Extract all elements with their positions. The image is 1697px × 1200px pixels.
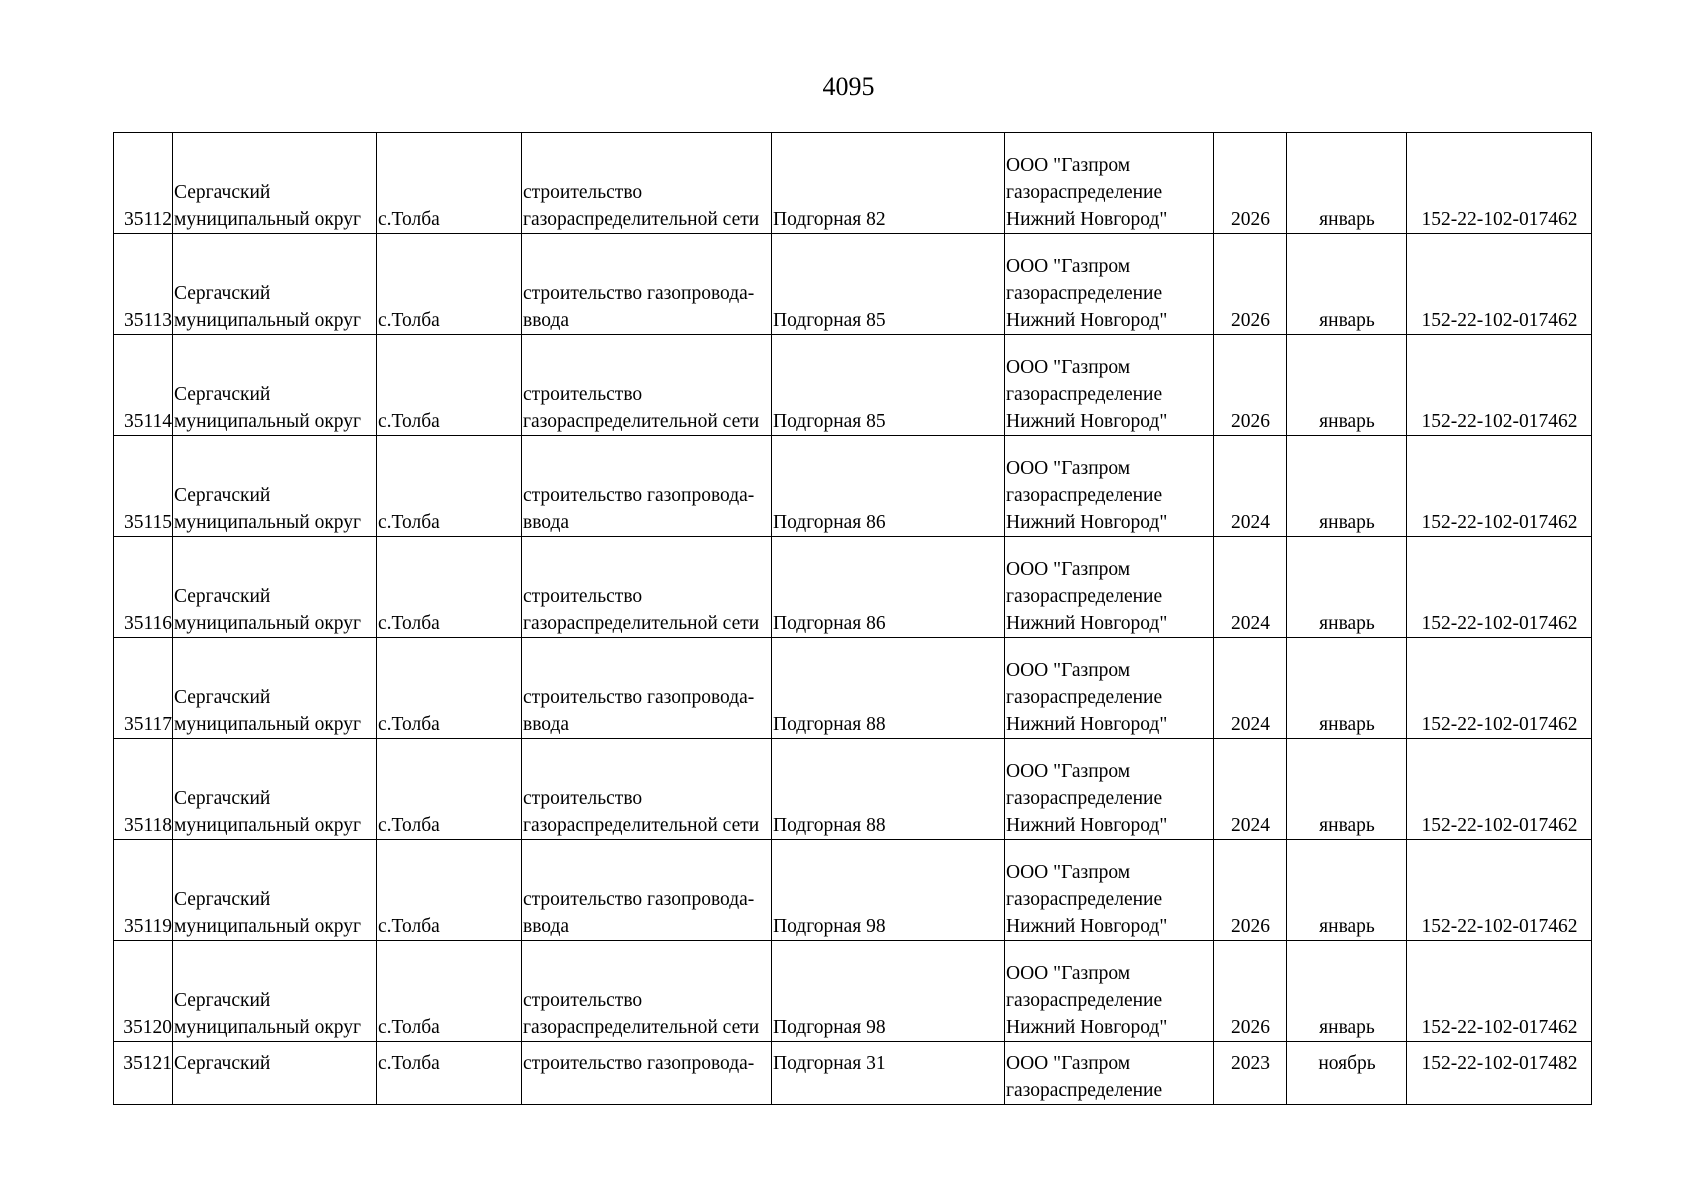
row-number-text: 35114: [123, 411, 172, 432]
district-cell-line: Сергачский: [174, 283, 271, 304]
month-cell: [1287, 840, 1407, 941]
work-type-cell: [522, 840, 772, 941]
address-cell: [772, 941, 1005, 1042]
district-cell-line: Сергачский: [174, 788, 271, 809]
work-type-cell-line: строительство газопровода-: [523, 889, 755, 910]
district-cell-line: муниципальный округ: [174, 613, 362, 634]
year-cell: [1214, 739, 1287, 840]
district-cell-line: Сергачский: [174, 1053, 271, 1074]
organization-cell-line: газораспределение: [1006, 586, 1163, 607]
year-cell-text: 2026: [1231, 1017, 1270, 1038]
district-cell: [173, 941, 377, 1042]
work-type-cell: [522, 436, 772, 537]
organization-cell-line: газораспределение: [1006, 889, 1163, 910]
table-row: [114, 133, 1592, 234]
organization-cell-line: Нижний Новгород": [1006, 512, 1168, 533]
address-cell-text: Подгорная 88: [773, 815, 886, 836]
year-cell-text: 2024: [1231, 512, 1270, 533]
locality-cell-text: с.Толба: [378, 411, 440, 432]
table-row: [114, 1042, 1592, 1105]
row-number-text: 35117: [123, 714, 172, 735]
month-cell: [1287, 739, 1407, 840]
district-cell: [173, 537, 377, 638]
year-cell-text: 2024: [1231, 613, 1270, 634]
district-cell-line: Сергачский: [174, 485, 271, 506]
registration-id-cell: [1407, 638, 1592, 739]
table-row: [114, 739, 1592, 840]
organization-cell-line: ООО "Газпром: [1006, 1053, 1131, 1074]
row-number-text: 35116: [123, 613, 172, 634]
table-body: [114, 133, 1592, 1105]
row-number: [114, 941, 173, 1042]
district-cell: [173, 638, 377, 739]
month-cell: [1287, 537, 1407, 638]
work-type-cell-line: строительство: [523, 384, 643, 405]
registration-id-cell: [1407, 840, 1592, 941]
district-cell-line: муниципальный округ: [174, 512, 362, 533]
month-cell-text: январь: [1319, 512, 1375, 533]
district-cell-line: муниципальный округ: [174, 815, 362, 836]
district-cell: [173, 739, 377, 840]
work-type-cell: [522, 335, 772, 436]
organization-cell-line: Нижний Новгород": [1006, 613, 1168, 634]
organization-cell-line: Нижний Новгород": [1006, 714, 1168, 735]
registration-id-cell-text: 152-22-102-017462: [1421, 310, 1578, 331]
year-cell: [1214, 436, 1287, 537]
locality-cell: [377, 537, 522, 638]
table-row: [114, 335, 1592, 436]
organization-cell-line: Нижний Новгород": [1006, 1017, 1168, 1038]
year-cell: [1214, 234, 1287, 335]
work-type-cell: [522, 234, 772, 335]
organization-cell-line: газораспределение: [1006, 687, 1163, 708]
organization-cell: [1005, 739, 1214, 840]
table-row: [114, 537, 1592, 638]
month-cell-text: январь: [1319, 815, 1375, 836]
locality-cell-text: с.Толба: [378, 1053, 440, 1074]
locality-cell-text: с.Толба: [378, 916, 440, 937]
year-cell: [1214, 537, 1287, 638]
address-cell-text: Подгорная 85: [773, 310, 886, 331]
locality-cell: [377, 234, 522, 335]
locality-cell: [377, 739, 522, 840]
district-cell-line: Сергачский: [174, 990, 271, 1011]
year-cell: [1214, 840, 1287, 941]
registration-id-cell-text: 152-22-102-017462: [1421, 411, 1578, 432]
month-cell: [1287, 335, 1407, 436]
year-cell: [1214, 638, 1287, 739]
month-cell-text: ноябрь: [1318, 1053, 1376, 1074]
month-cell-text: январь: [1319, 209, 1375, 230]
district-cell: [173, 335, 377, 436]
organization-cell-line: Нижний Новгород": [1006, 209, 1168, 230]
year-cell-text: 2026: [1231, 209, 1270, 230]
locality-cell-text: с.Толба: [378, 714, 440, 735]
month-cell: [1287, 638, 1407, 739]
year-cell-text: 2026: [1231, 411, 1270, 432]
row-number-text: 35112: [123, 209, 172, 230]
district-cell-line: Сергачский: [174, 182, 271, 203]
district-cell: [173, 840, 377, 941]
district-cell: [173, 1042, 377, 1105]
district-cell-line: муниципальный округ: [174, 1017, 362, 1038]
row-number-text: 35113: [123, 310, 172, 331]
organization-cell-line: Нижний Новгород": [1006, 310, 1168, 331]
organization-cell-line: ООО "Газпром: [1006, 256, 1131, 277]
locality-cell-text: с.Толба: [378, 613, 440, 634]
work-type-cell-line: ввода: [523, 512, 570, 533]
registration-id-cell: [1407, 941, 1592, 1042]
page-number: 4095: [822, 72, 875, 101]
registration-id-cell-text: 152-22-102-017462: [1421, 714, 1578, 735]
locality-cell: [377, 840, 522, 941]
organization-cell-line: ООО "Газпром: [1006, 862, 1131, 883]
registration-id-cell-text: 152-22-102-017462: [1421, 1017, 1578, 1038]
table-row: [114, 638, 1592, 739]
registry-table: [113, 132, 1592, 1105]
work-type-cell-line: газораспределительной сети: [523, 209, 760, 230]
locality-cell: [377, 941, 522, 1042]
registration-id-cell-text: 152-22-102-017462: [1421, 613, 1578, 634]
work-type-cell-line: ввода: [523, 714, 570, 735]
organization-cell-line: газораспределение: [1006, 990, 1163, 1011]
registration-id-cell: [1407, 335, 1592, 436]
organization-cell: [1005, 1042, 1214, 1105]
address-cell: [772, 234, 1005, 335]
year-cell: [1214, 335, 1287, 436]
locality-cell: [377, 1042, 522, 1105]
registration-id-cell: [1407, 1042, 1592, 1105]
organization-cell-line: газораспределение: [1006, 485, 1163, 506]
work-type-cell-line: ввода: [523, 916, 570, 937]
month-cell-text: январь: [1319, 916, 1375, 937]
row-number: [114, 840, 173, 941]
work-type-cell-line: строительство: [523, 990, 643, 1011]
address-cell-text: Подгорная 31: [773, 1053, 886, 1074]
address-cell: [772, 840, 1005, 941]
district-cell-line: муниципальный округ: [174, 916, 362, 937]
address-cell-text: Подгорная 82: [773, 209, 886, 230]
locality-cell-text: с.Толба: [378, 512, 440, 533]
organization-cell: [1005, 537, 1214, 638]
work-type-cell: [522, 941, 772, 1042]
work-type-cell-line: строительство газопровода-: [523, 1053, 755, 1074]
address-cell: [772, 436, 1005, 537]
district-cell-line: муниципальный округ: [174, 310, 362, 331]
row-number-text: 35118: [123, 815, 172, 836]
district-cell: [173, 436, 377, 537]
work-type-cell-line: строительство газопровода-: [523, 485, 755, 506]
address-cell: [772, 739, 1005, 840]
organization-cell-line: ООО "Газпром: [1006, 559, 1131, 580]
work-type-cell: [522, 638, 772, 739]
district-cell-line: Сергачский: [174, 384, 271, 405]
locality-cell-text: с.Толба: [378, 815, 440, 836]
registration-id-cell-text: 152-22-102-017462: [1421, 209, 1578, 230]
registration-id-cell-text: 152-22-102-017462: [1421, 815, 1578, 836]
row-number: [114, 133, 173, 234]
address-cell: [772, 638, 1005, 739]
row-number-text: 35119: [123, 916, 172, 937]
table-row: [114, 840, 1592, 941]
year-cell: [1214, 1042, 1287, 1105]
work-type-cell-line: газораспределительной сети: [523, 613, 760, 634]
year-cell: [1214, 133, 1287, 234]
table-row: [114, 234, 1592, 335]
organization-cell-line: ООО "Газпром: [1006, 458, 1131, 479]
month-cell-text: январь: [1319, 310, 1375, 331]
address-cell: [772, 537, 1005, 638]
row-number: [114, 537, 173, 638]
address-cell-text: Подгорная 98: [773, 916, 886, 937]
month-cell-text: январь: [1319, 613, 1375, 634]
row-number: [114, 234, 173, 335]
year-cell-text: 2026: [1231, 310, 1270, 331]
district-cell: [173, 133, 377, 234]
work-type-cell: [522, 739, 772, 840]
work-type-cell-line: ввода: [523, 310, 570, 331]
year-cell: [1214, 941, 1287, 1042]
locality-cell-text: с.Толба: [378, 209, 440, 230]
month-cell: [1287, 234, 1407, 335]
work-type-cell: [522, 1042, 772, 1105]
organization-cell-line: Нижний Новгород": [1006, 815, 1168, 836]
work-type-cell: [522, 133, 772, 234]
registration-id-cell-text: 152-22-102-017462: [1421, 916, 1578, 937]
work-type-cell-line: строительство: [523, 788, 643, 809]
row-number-text: 35115: [123, 512, 172, 533]
locality-cell-text: с.Толба: [378, 1017, 440, 1038]
row-number: [114, 739, 173, 840]
district-cell: [173, 234, 377, 335]
organization-cell-line: газораспределение: [1006, 1080, 1163, 1101]
organization-cell: [1005, 638, 1214, 739]
year-cell-text: 2024: [1231, 815, 1270, 836]
address-cell-text: Подгорная 85: [773, 411, 886, 432]
organization-cell-line: ООО "Газпром: [1006, 660, 1131, 681]
locality-cell: [377, 638, 522, 739]
organization-cell-line: ООО "Газпром: [1006, 963, 1131, 984]
address-cell: [772, 335, 1005, 436]
organization-cell-line: ООО "Газпром: [1006, 761, 1131, 782]
year-cell-text: 2024: [1231, 714, 1270, 735]
locality-cell-text: с.Толба: [378, 310, 440, 331]
organization-cell: [1005, 436, 1214, 537]
work-type-cell-line: газораспределительной сети: [523, 815, 760, 836]
address-cell-text: Подгорная 86: [773, 512, 886, 533]
organization-cell-line: ООО "Газпром: [1006, 155, 1131, 176]
registration-id-cell: [1407, 234, 1592, 335]
work-type-cell-line: газораспределительной сети: [523, 411, 760, 432]
address-cell: [772, 1042, 1005, 1105]
organization-cell-line: газораспределение: [1006, 384, 1163, 405]
year-cell-text: 2026: [1231, 916, 1270, 937]
locality-cell: [377, 133, 522, 234]
table-row: [114, 941, 1592, 1042]
work-type-cell-line: газораспределительной сети: [523, 1017, 760, 1038]
registration-id-cell: [1407, 436, 1592, 537]
registration-id-cell-text: 152-22-102-017462: [1421, 512, 1578, 533]
month-cell: [1287, 133, 1407, 234]
organization-cell-line: ООО "Газпром: [1006, 357, 1131, 378]
month-cell-text: январь: [1319, 411, 1375, 432]
address-cell-text: Подгорная 86: [773, 613, 886, 634]
row-number: [114, 436, 173, 537]
work-type-cell-line: строительство газопровода-: [523, 283, 755, 304]
row-number: [114, 335, 173, 436]
organization-cell-line: газораспределение: [1006, 182, 1163, 203]
district-cell-line: Сергачский: [174, 687, 271, 708]
month-cell: [1287, 436, 1407, 537]
district-cell-line: муниципальный округ: [174, 209, 362, 230]
month-cell-text: январь: [1319, 714, 1375, 735]
work-type-cell-line: строительство: [523, 182, 643, 203]
organization-cell: [1005, 234, 1214, 335]
organization-cell-line: Нижний Новгород": [1006, 411, 1168, 432]
work-type-cell: [522, 537, 772, 638]
address-cell: [772, 133, 1005, 234]
organization-cell-line: газораспределение: [1006, 283, 1163, 304]
row-number-text: 35120: [123, 1017, 172, 1038]
locality-cell: [377, 335, 522, 436]
table-row: [114, 436, 1592, 537]
organization-cell: [1005, 840, 1214, 941]
organization-cell-line: Нижний Новгород": [1006, 916, 1168, 937]
year-cell-text: 2023: [1231, 1053, 1270, 1074]
district-cell-line: Сергачский: [174, 586, 271, 607]
registration-id-cell: [1407, 739, 1592, 840]
registration-id-cell: [1407, 537, 1592, 638]
registration-id-cell-text: 152-22-102-017482: [1421, 1053, 1578, 1074]
address-cell-text: Подгорная 88: [773, 714, 886, 735]
district-cell-line: Сергачский: [174, 889, 271, 910]
district-cell-line: муниципальный округ: [174, 411, 362, 432]
locality-cell: [377, 436, 522, 537]
address-cell-text: Подгорная 98: [773, 1017, 886, 1038]
registration-id-cell: [1407, 133, 1592, 234]
work-type-cell-line: строительство газопровода-: [523, 687, 755, 708]
month-cell: [1287, 1042, 1407, 1105]
month-cell-text: январь: [1319, 1017, 1375, 1038]
row-number-text: 35121: [123, 1053, 172, 1074]
month-cell: [1287, 941, 1407, 1042]
row-number: [114, 638, 173, 739]
work-type-cell-line: строительство: [523, 586, 643, 607]
row-number: [114, 1042, 173, 1105]
organization-cell-line: газораспределение: [1006, 788, 1163, 809]
organization-cell: [1005, 335, 1214, 436]
organization-cell: [1005, 133, 1214, 234]
organization-cell: [1005, 941, 1214, 1042]
district-cell-line: муниципальный округ: [174, 714, 362, 735]
